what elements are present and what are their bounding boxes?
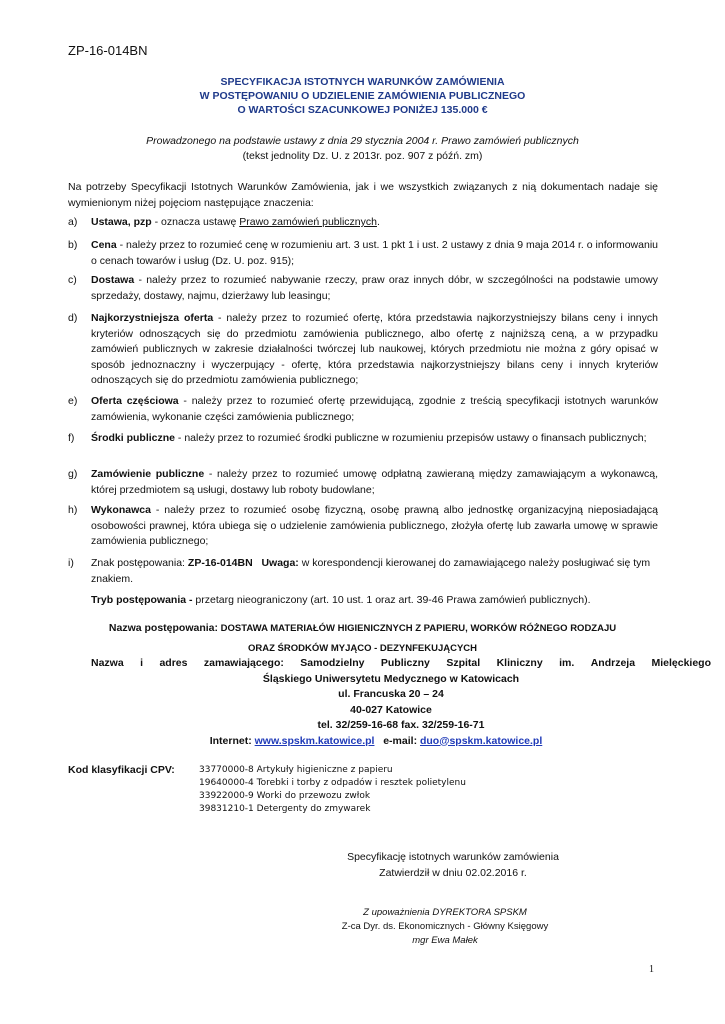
title-line-1: SPECYFIKACJA ISTOTNYCH WARUNKÓW ZAMÓWIENIA	[220, 76, 505, 88]
cpv-item: 33922000-9 Worki do przewozu zwłok	[199, 791, 371, 801]
legal-basis-line-2: (tekst jednolity Dz. U. z 2013r. poz. 907 z późń. zm)	[242, 150, 483, 162]
legal-basis-line-1: Prowadzonego na podstawie ustawy z dnia 29 stycznia 2004 r. Prawo zamówień publicznych	[146, 135, 579, 147]
lead-paragraph: Na potrzeby Specyfikacji Istotnych Warunków Zamówienia, jak i we wszystkich związanych z nią dokumentach nadaje się wymienionym niżej pojęciom następujące znaczenia:	[68, 181, 658, 209]
definition-d: d) Najkorzystniejsza oferta - należy przez to rozumieć ofertę, która przedstawia najkorzystniejszy bilans ceny i innych kryteriów odnoszących się do przedmiotu zamówienia publicznego, albo ofertę z najniższą ceną, a w przypadku zamówień publicznych w zakresie działalności twórczej lub naukowej, których przedmiotu nie można z góry opisać w sposób jednoznaczny i wyczerpujący - ofertę, która przedstawia najkorzystniejszy bilans ceny i innych kryteriów odnoszących się do przedmiotu zamówienia publicznego;	[68, 312, 658, 386]
definition-b: b) Cena - należy przez to rozumieć cenę w rozumieniu art. 3 ust. 1 pkt 1 i ust. 2 ustawy z dnia 9 maja 2014 r. o informowaniu o cenach towarów i usług (Dz. U. poz. 915);	[68, 239, 658, 267]
approval-block: Specyfikację istotnych warunków zamówienia Zatwierdził w dniu 02.02.2016 r.	[347, 851, 559, 879]
document-title	[0, 75, 725, 117]
definition-f: f) Środki publiczne - należy przez to rozumieć środki publiczne w rozumieniu przepisów ustawy o finansach publicznych;	[68, 432, 647, 444]
email-link[interactable]: duo@spskm.katowice.pl	[419, 734, 543, 747]
cpv-item: 19640000-4 Torebki i torby z odpadów i resztek polietylenu	[199, 778, 466, 788]
cpv-label: Kod klasyfikacji CPV:	[68, 764, 175, 776]
definition-g: g) Zamówienie publiczne - należy przez to rozumieć umowę odpłatną zawieraną między zamawiającym a wykonawcą, której przedmiotem są usługi, dostawy lub roboty budowlane;	[68, 468, 658, 496]
legal-basis	[0, 134, 725, 164]
contracting-authority: Nazwa i adres zamawiającego: Samodzielny Publiczny Szpital Kliniczny im. Andrzeja Mielęckiego Śląskiego Uniwersytetu Medycznego w Katowicach ul. Francuska 20 – 24 40-027 Katowice tel. 32/259-16-68 fax. 32/259-16-71 Internet: www.spskm.katowice.pl e-mail: duo@spskm.katowice.pl	[91, 656, 711, 749]
cpv-item: 39831210-1 Detergenty do zmywarek	[199, 804, 371, 814]
procedure-mode: Tryb postępowania - przetarg nieograniczony (art. 10 ust. 1 oraz art. 39-46 Prawa zamówień publicznych).	[91, 594, 591, 606]
authority-line-1: Nazwa i adres zamawiającego: Samodzielny Publiczny Szpital Kliniczny im. Andrzeja Mielęckiego	[91, 657, 711, 669]
definition-h: h) Wykonawca - należy przez to rozumieć osobę fizyczną, osobę prawną albo jednostkę organizacyjną nieposiadającą osobowości prawnej, która ubiega się o udzielenie zamówienia publicznego, złożyła ofertę lub zawarła umowę w sprawie zamówienia publicznego;	[68, 504, 658, 547]
document-code: ZP-16-014BN	[68, 43, 148, 58]
contact-links: Internet: www.spskm.katowice.pl e-mail: duo@spskm.katowice.pl	[209, 734, 543, 747]
signature-block: Z upoważnienia DYREKTORA SPSKM Z-ca Dyr. ds. Ekonomicznych - Główny Księgowy mgr Ewa Małek	[341, 907, 549, 946]
definition-e: e) Oferta częściowa - należy przez to rozumieć ofertę przewidującą, zgodnie z treścią specyfikacji istotnych warunków zamówienia, wykonanie części zamówienia publicznego;	[68, 395, 658, 423]
definition-a: a) Ustawa, pzp - oznacza ustawę Prawo zamówień publicznych.	[68, 216, 380, 228]
title-line-2: W POSTĘPOWANIU O UDZIELENIE ZAMÓWIENIA PUBLICZNEGO	[199, 90, 526, 102]
page-number: 1	[649, 964, 654, 975]
cpv-item: 33770000-8 Artykuły higieniczne z papieru	[199, 765, 393, 775]
cpv-list	[199, 764, 466, 816]
procedure-name: Nazwa postępowania: DOSTAWA MATERIAŁÓW HIGIENICZNYCH Z PAPIERU, WORKÓW RÓŻNEGO RODZAJU ORAZ ŚRODKÓW MYJĄCO - DEZYNFEKUJĄCYCH	[108, 622, 617, 654]
definition-c: c) Dostawa - należy przez to rozumieć nabywanie rzeczy, praw oraz innych dóbr, w szczególności na podstawie umowy sprzedaży, dostawy, najmu, dzierżawy lub leasingu;	[68, 274, 658, 302]
pzp-link[interactable]: Prawo zamówień publicznych	[239, 216, 377, 228]
website-link[interactable]: www.spskm.katowice.pl	[254, 734, 375, 747]
definition-i: i) Znak postępowania: ZP-16-014BN Uwaga: w korespondencji kierowanej do zamawiającego należy posługiwać się tym znakiem.	[68, 557, 651, 585]
title-line-3: O WARTOŚCI SZACUNKOWEJ PONIŻEJ 135.000 €	[237, 104, 488, 116]
